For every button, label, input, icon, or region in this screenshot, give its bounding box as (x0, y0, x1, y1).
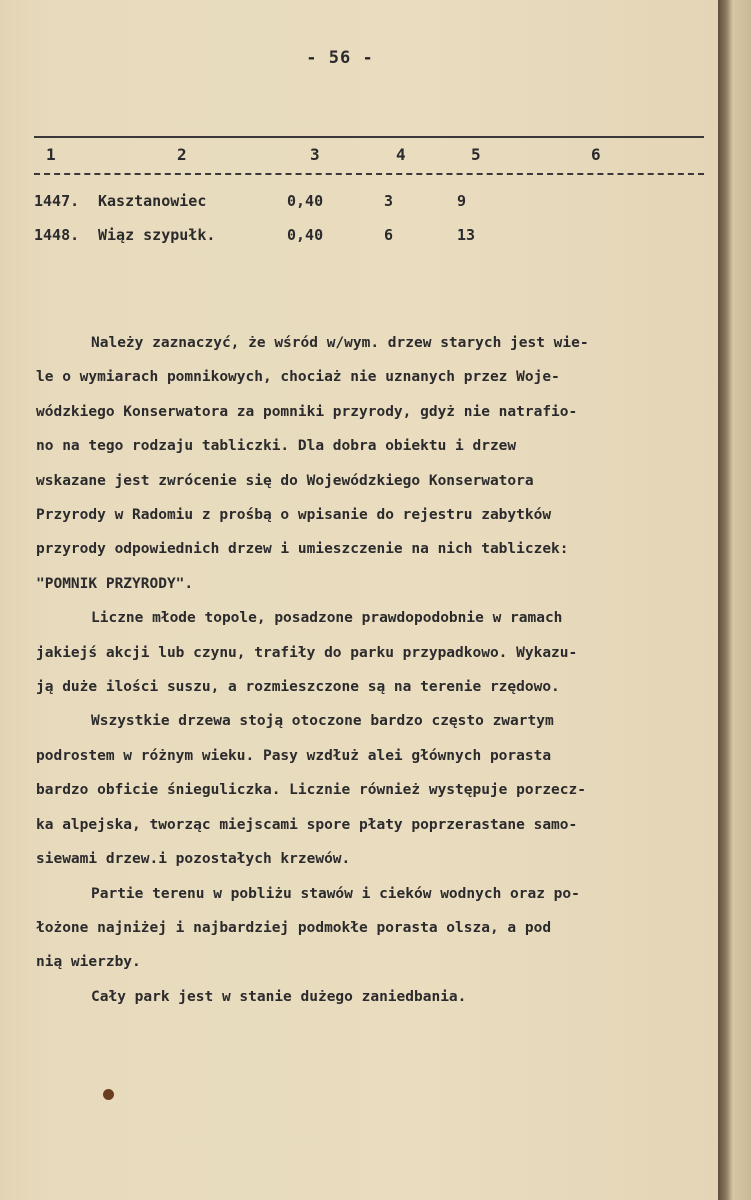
text-line: ka alpejska, tworząc miejscami spore płaty poprzerastane samo- (36, 816, 578, 833)
ink-spot (103, 1089, 114, 1100)
paragraph (36, 877, 712, 980)
text-line: no na tego rodzaju tabliczki. Dla dobra obiektu i drzew (36, 438, 517, 455)
text-line: podrostem w różnym wieku. Pasy wzdłuż alei głównych porasta (36, 747, 552, 764)
table-cell-number: 1448. (34, 226, 80, 244)
column-header: 4 (396, 145, 406, 164)
text-line: Przyrody w Radomiu z prośbą o wpisanie do rejestru zabytków (36, 507, 552, 524)
text-line: Wszystkie drzewa stoją otoczone bardzo często zwartym (91, 713, 554, 730)
table-cell-value: 0,40 (287, 226, 324, 244)
text-line: ją duże ilości suszu, a rozmieszczone są na terenie rzędowo. (36, 679, 560, 696)
text-line: nią wierzby. (36, 954, 141, 971)
text-line: bardzo obficie śnieguliczka. Licznie również występuje porzecz- (36, 782, 586, 799)
text-line: łożone najniżej i najbardziej podmokłe porasta olsza, a pod (36, 919, 552, 936)
paragraph (36, 326, 712, 601)
column-header: 5 (471, 145, 481, 164)
text-line: Należy zaznaczyć, że wśród w/wym. drzew starych jest wie- (91, 335, 589, 351)
table-top-rule (34, 136, 704, 138)
table-cell-number: 1447. (34, 192, 80, 210)
table-cell-value: 0,40 (287, 192, 324, 210)
paragraph (36, 704, 712, 876)
column-header: 3 (310, 145, 320, 164)
column-header: 1 (46, 145, 56, 164)
body-text (36, 326, 712, 1014)
table-header-rule (34, 173, 704, 175)
table-cell-value: 6 (384, 226, 394, 244)
text-line: wskazane jest zwrócenie się do Wojewódzkiego Konserwatora (36, 472, 534, 489)
table-cell-species: Wiąz szypułk. (98, 226, 216, 244)
paragraph (36, 980, 712, 1014)
text-line: Cały park jest w stanie dużego zaniedbania. (91, 988, 467, 1005)
text-line: "POMNIK PRZYRODY". (36, 575, 194, 592)
page-binding-edge (718, 0, 751, 1200)
column-header: 6 (591, 145, 601, 164)
text-line: Liczne młode topole, posadzone prawdopodobnie w ramach (91, 610, 563, 627)
table-cell-value: 9 (457, 192, 467, 210)
column-header: 2 (177, 145, 187, 164)
text-line: jakiejś akcji lub czynu, trafiły do parku przypadkowo. Wykazu- (36, 644, 578, 661)
table-cell-value: 13 (457, 226, 476, 244)
table-cell-species: Kasztanowiec (98, 192, 207, 210)
page-number: - 56 - (306, 48, 374, 68)
paragraph (36, 601, 712, 704)
text-line: przyrody odpowiednich drzew i umieszczenie na nich tabliczek: (36, 541, 569, 558)
text-line: Partie terenu w pobliżu stawów i cieków wodnych oraz po- (91, 885, 580, 902)
text-line: siewami drzew.i pozostałych krzewów. (36, 851, 351, 868)
text-line: le o wymiarach pomnikowych, chociaż nie uznanych przez Woje- (36, 369, 560, 386)
table-cell-value: 3 (384, 192, 394, 210)
text-line: wódzkiego Konserwatora za pomniki przyrody, gdyż nie natrafio- (36, 403, 578, 420)
